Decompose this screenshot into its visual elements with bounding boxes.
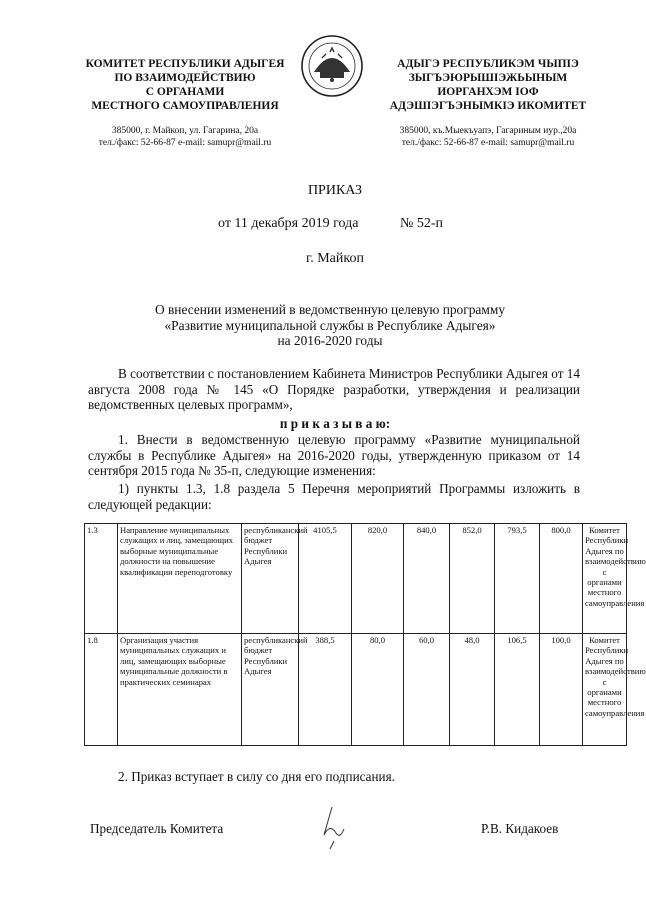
item-2: 2. Приказ вступает в силу со дня его подписания. (118, 769, 395, 784)
contact-line: тел./факс: 52-66-87 e-mail: samupr@mail.ru (401, 138, 575, 148)
address-line: 385000, г. Майкоп, ул. Гагарина, 20а (111, 126, 259, 136)
cell-year-1: 80,0 (352, 634, 404, 746)
preamble: В соответствии с постановлением Кабинета Министров Республики Адыгея от 14 августа 2008 года № 145 «О Порядке разработки, утверждения и реализации ведомственных целевых программ», (88, 366, 580, 412)
table-row (85, 634, 627, 746)
cell-year-2: 840,0 (404, 524, 450, 634)
coat-of-arms-icon (300, 34, 364, 98)
doc-city: г. Майкоп (306, 251, 364, 266)
header-left (70, 57, 300, 113)
doc-title: ПРИКАЗ (307, 183, 363, 198)
header-left-address (70, 125, 300, 149)
cell-year-4: 106,5 (495, 634, 540, 746)
header-left-line: ПО ВЗАИМОДЕЙСТВИЮ (114, 72, 256, 84)
header-right-address (368, 125, 608, 149)
cell-year-3: 48,0 (450, 634, 495, 746)
cell-num: 1.3 (85, 524, 118, 634)
doc-subject (100, 302, 560, 349)
cell-year-2: 60,0 (404, 634, 450, 746)
signature-icon (310, 805, 360, 850)
signer-position: Председатель Комитета (90, 821, 224, 836)
cell-name: Организация участия муниципальных служащих и лиц, замещающих выборные муниципальные должности в практических семинарах (118, 634, 242, 746)
doc-date: от 11 декабря 2019 года (218, 216, 359, 231)
order-word: п р и к а з ы в а ю: (279, 416, 391, 431)
cell-total: 4105,5 (299, 524, 352, 634)
header-left-line: МЕСТНОГО САМОУПРАВЛЕНИЯ (91, 100, 279, 112)
signer-name: Р.В. Кидакоев (481, 821, 559, 836)
cell-num: 1.8 (85, 634, 118, 746)
cell-name: Направление муниципальных служащих и лиц, замещающих выборные муниципальные должности на повышение квалификации переподготовку (118, 524, 242, 634)
contact-line: тел./факс: 52-66-87 e-mail: samupr@mail.ru (98, 138, 272, 148)
cell-year-5: 800,0 (540, 524, 583, 634)
cell-executor: Комитет Республики Адыгея по взаимодействию с органами местного самоуправления (583, 634, 627, 746)
doc-number: № 52-п (400, 216, 444, 231)
header-left-line: С ОРГАНАМИ (145, 86, 225, 98)
table-row (85, 524, 627, 634)
cell-year-1: 820,0 (352, 524, 404, 634)
measures-table (84, 523, 646, 746)
cell-year-5: 100,0 (540, 634, 583, 746)
cell-total: 388,5 (299, 634, 352, 746)
header-right-line: ЗЫГЪЭЮРЫШІЭЖЬЫНЫМ (408, 72, 568, 84)
cell-year-4: 793,5 (495, 524, 540, 634)
subject-line: «Развитие муниципальной службы в Республике Адыгея» (164, 317, 496, 333)
subject-line: на 2016-2020 годы (277, 333, 383, 348)
header-right-line: АДЫГЭ РЕСПУБЛИКЭМ ЧЫПІЭ (397, 58, 579, 70)
header-right-line: АДЭШІЭГЪЭНЫМКІЭ ИКОМИТЕТ (389, 100, 587, 112)
header-left-line: КОМИТЕТ РЕСПУБЛИКИ АДЫГЕЯ (85, 58, 285, 70)
cell-source: республиканский бюджет Республики Адыгея (242, 634, 299, 746)
header-right (368, 57, 608, 113)
item-1-1: 1) пункты 1.3, 1.8 раздела 5 Перечня мероприятий Программы изложить в следующей редакции: (88, 481, 580, 512)
subject-line: О внесении изменений в ведомственную целевую программу (154, 302, 506, 317)
cell-source: республиканский бюджет Республики Адыгея (242, 524, 299, 634)
cell-year-3: 852,0 (450, 524, 495, 634)
item-1: 1. Внести в ведомственную целевую программу «Развитие муниципальной службы в Республике Адыгея» на 2016-2020 годы, утвержденную приказом от 14 сентября 2015 года № 35-п, следующие изменения: (88, 432, 580, 478)
cell-executor: Комитет Республики Адыгея по взаимодействию с органами местного самоуправления (583, 524, 627, 634)
header-right-line: ИОРГАНХЭМ ІОФ (437, 86, 539, 98)
address-line: 385000, къ.Мыекъуапэ, Гагариным иур.,20а (399, 126, 577, 136)
